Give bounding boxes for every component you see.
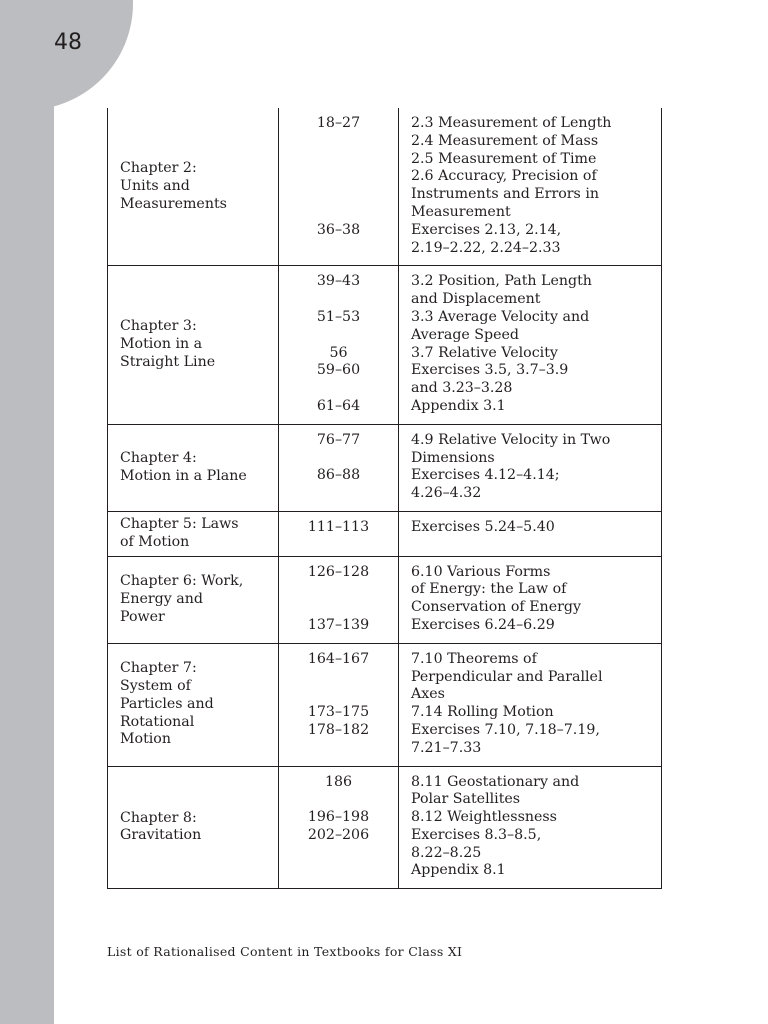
chapter-line: Chapter 4:	[120, 450, 197, 467]
pages-line: 61–64	[316, 397, 361, 414]
page-number: 48	[54, 30, 82, 55]
chapter-line: Gravitation	[120, 827, 202, 844]
table-row	[108, 766, 662, 889]
chapter-line: Chapter 2:	[120, 159, 197, 176]
topics-line: 2.4 Measurement of Mass	[411, 132, 599, 149]
topics-line: 2.6 Accuracy, Precision of	[411, 168, 597, 185]
pages-line	[283, 151, 394, 169]
chapter-line: of Motion	[120, 533, 190, 550]
table-body	[108, 108, 662, 889]
pages-line	[283, 186, 394, 204]
topics-line: Measurement	[411, 203, 511, 220]
chapter-line: Energy and	[120, 590, 203, 607]
pages-line	[283, 485, 394, 503]
topics-line: Exercises 2.13, 2.14,	[411, 221, 562, 238]
table-row	[108, 424, 662, 511]
table-row	[108, 266, 662, 424]
topics-line: Appendix 3.1	[411, 397, 506, 414]
topics-line: 8.22–8.25	[411, 844, 482, 861]
pages-line: 59–60	[316, 362, 361, 379]
table-row	[108, 511, 662, 556]
topics-line: 2.5 Measurement of Time	[411, 150, 597, 167]
chapter-line: Chapter 5: Laws	[120, 515, 239, 532]
pages-line	[283, 581, 394, 599]
chapter-line: Straight Line	[120, 353, 216, 370]
topics-line: 7.10 Theorems of	[411, 650, 537, 667]
topics-line: Instruments and Errors in	[411, 186, 600, 203]
topics-line: Axes	[411, 686, 445, 703]
table-row	[108, 643, 662, 766]
pages-cell	[279, 108, 399, 266]
topics-line: Average Speed	[411, 326, 519, 343]
chapter-cell	[108, 108, 279, 266]
topics-line: 3.7 Relative Velocity	[411, 344, 558, 361]
topics-line: 7.21–7.33	[411, 739, 482, 756]
pages-line	[283, 599, 394, 617]
topics-cell	[399, 643, 662, 766]
chapter-cell	[108, 424, 279, 511]
topics-line: and 3.23–3.28	[411, 380, 513, 397]
pages-line	[283, 845, 394, 863]
topics-cell	[399, 424, 662, 511]
topics-cell	[399, 108, 662, 266]
chapter-cell	[108, 643, 279, 766]
chapter-line: System of	[120, 677, 191, 694]
pages-line: 18–27	[316, 115, 361, 131]
table-row	[108, 108, 662, 266]
chapter-line: Motion	[120, 731, 171, 748]
pages-line	[283, 669, 394, 687]
page-number-tab	[0, 0, 133, 110]
chapter-line: Chapter 7:	[120, 660, 197, 677]
side-band	[0, 0, 54, 1024]
topics-line: Perpendicular and Parallel	[411, 668, 603, 685]
pages-line	[283, 240, 394, 258]
topics-line: Exercises 7.10, 7.18–7.19,	[411, 721, 600, 738]
pages-line: 186	[324, 773, 353, 790]
chapter-line: Chapter 8:	[120, 809, 197, 826]
pages-line	[283, 862, 394, 880]
topics-line: 7.14 Rolling Motion	[411, 704, 554, 721]
topics-line: Exercises 4.12–4.14;	[411, 467, 560, 484]
topics-line: 3.2 Position, Path Length	[411, 273, 592, 290]
topics-line: Appendix 8.1	[411, 862, 506, 879]
topics-line: 4.26–4.32	[411, 485, 482, 502]
pages-line	[283, 291, 394, 309]
chapter-line: Units and	[120, 177, 190, 194]
pages-line: 111–113	[307, 518, 370, 535]
pages-line: 51–53	[316, 308, 361, 325]
chapter-cell	[108, 511, 279, 556]
topics-line: Exercises 8.3–8.5,	[411, 826, 542, 843]
table-row	[108, 556, 662, 643]
pages-cell	[279, 556, 399, 643]
topics-line: Conservation of Energy	[411, 599, 581, 616]
topics-line: and Displacement	[411, 291, 541, 308]
topics-line: Dimensions	[411, 449, 495, 466]
pages-line: 164–167	[307, 650, 370, 667]
chapter-cell	[108, 266, 279, 424]
pages-cell	[279, 511, 399, 556]
topics-line: Polar Satellites	[411, 791, 521, 808]
topics-line: 4.9 Relative Velocity in Two	[411, 431, 611, 448]
chapter-line: Motion in a	[120, 336, 203, 353]
chapter-line: Rotational	[120, 713, 195, 730]
pages-line: 202–206	[307, 826, 370, 843]
pages-cell	[279, 766, 399, 889]
topics-line: 6.10 Various Forms	[411, 563, 551, 580]
chapter-line: Motion in a Plane	[120, 467, 247, 484]
topics-line: Exercises 6.24–6.29	[411, 616, 555, 633]
topics-cell	[399, 266, 662, 424]
topics-line: Exercises 3.5, 3.7–3.9	[411, 362, 569, 379]
pages-line	[283, 133, 394, 151]
page-footer: List of Rationalised Content in Textbooks for Class XI	[107, 944, 463, 959]
pages-line	[283, 740, 394, 758]
rationalised-content-table	[107, 108, 662, 889]
pages-line: 36–38	[316, 221, 361, 238]
pages-line	[283, 791, 394, 809]
pages-line: 56	[329, 344, 348, 361]
chapter-cell	[108, 766, 279, 889]
pages-line: 76–77	[316, 431, 361, 448]
pages-line: 86–88	[316, 467, 361, 484]
pages-line	[283, 450, 394, 468]
pages-line: 173–175	[307, 704, 370, 721]
topics-line: 2.19–2.22, 2.24–2.33	[411, 239, 561, 256]
topics-cell	[399, 766, 662, 889]
chapter-line: Chapter 6: Work,	[120, 572, 244, 589]
topics-cell	[399, 511, 662, 556]
topics-cell	[399, 556, 662, 643]
pages-line: 39–43	[316, 273, 361, 290]
chapter-line: Power	[120, 608, 165, 625]
topics-line: Exercises 5.24–5.40	[411, 518, 555, 535]
pages-line	[283, 204, 394, 222]
pages-cell	[279, 643, 399, 766]
pages-line: 126–128	[307, 563, 370, 580]
chapter-line: Measurements	[120, 195, 227, 212]
pages-line	[283, 380, 394, 398]
topics-line: 8.12 Weightlessness	[411, 809, 557, 826]
pages-line: 178–182	[307, 721, 370, 738]
chapter-cell	[108, 556, 279, 643]
topics-line: 2.3 Measurement of Length	[411, 115, 612, 131]
pages-line: 137–139	[307, 616, 370, 633]
topics-line: 8.11 Geostationary and	[411, 773, 580, 790]
pages-line: 196–198	[307, 809, 370, 826]
pages-line	[283, 686, 394, 704]
chapter-line: Chapter 3:	[120, 318, 197, 335]
pages-cell	[279, 266, 399, 424]
topics-line: 3.3 Average Velocity and	[411, 308, 590, 325]
topics-line: of Energy: the Law of	[411, 581, 567, 598]
pages-cell	[279, 424, 399, 511]
pages-line	[283, 327, 394, 345]
pages-line	[283, 168, 394, 186]
chapter-line: Particles and	[120, 695, 214, 712]
